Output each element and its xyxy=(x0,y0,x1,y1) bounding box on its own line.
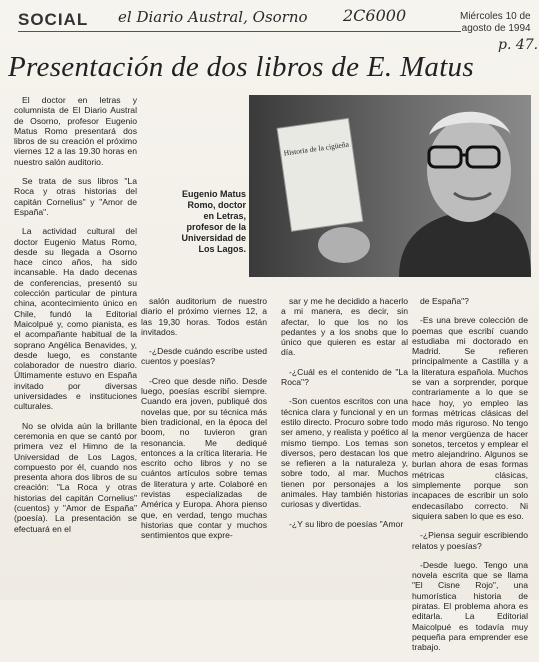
paragraph: -Desde luego. Tengo una novela escrita que se llama "El Cisne Rojo", una humorística historia de piratas. El problema ahora es editarla. La Editorial Maicolpué es todavía muy pequeña para emprender ese trabajo. xyxy=(412,559,528,653)
paragraph: La actividad cultural del doctor Eugenio Matus Romo, desde su llegada a Osorno hace cinco años, ha sido incansable. Ha dado decenas de conferencias, presentó su colección particular de pintura china, acontecimiento único en Chile, fundó la Editorial Maicolpué y, como pianista, es el acompañante habitual de la soprano Angélica Benavides, y, desde luego, es constante colaborador de nuestro diario. Últimamente estuvo en España invitado por diversas universidades e instituciones culturales. xyxy=(14,226,137,412)
handwritten-source-note: el Diario Austral, Osorno xyxy=(118,8,308,26)
handwritten-reference-number: 2C6000 xyxy=(343,6,407,25)
article-column-3 xyxy=(281,296,408,538)
book-cover-title: Historia de la cigüeña xyxy=(283,139,350,158)
article-column-2 xyxy=(141,296,267,550)
publication-date xyxy=(460,11,531,35)
paragraph: de España"? xyxy=(420,296,469,306)
paragraph: sar y me he decidido a hacerlo a mi manera, es decir, sin afectar, lo que los no los pedantes y a los snobs que lo único que quieren es estar al día. xyxy=(281,296,408,358)
date-line-2: agosto de 1994 xyxy=(461,23,531,34)
paragraph: -¿Y su libro de poesías "Amor xyxy=(289,518,404,529)
article-column-4 xyxy=(412,296,528,662)
date-line-1: Miércoles 10 de xyxy=(460,11,531,22)
handwritten-page-number: p. 47. xyxy=(498,37,539,53)
photo-caption: Eugenio Matus Romo, doctor en Letras, profesor de la Universidad de Los Lagos. xyxy=(181,189,246,254)
paragraph: El doctor en letras y columnista de El Diario Austral de Osorno, profesor Eugenio Matus Romo presentará dos libros de su creación el próximo viernes 12 a las 19.30 horas en nuestro salón auditorio. xyxy=(14,95,137,167)
paragraph: -Son cuentos escritos con una técnica clara y funcional y en un estilo directo. Procuro sobre todo ser ameno, y realista y poético al mismo tiempo. Los temas son diversos, pero destacan los que se refieren a la naturaleza y, sobre todo, al mar. Muchos tienen por personajes a los animales. Hay también historias curiosas y divertidas. xyxy=(281,396,408,510)
article-column-1 xyxy=(14,95,137,543)
paragraph: -¿Piensa seguir escribiendo relatos y poesías? xyxy=(412,530,528,551)
paragraph: salón auditorium de nuestro diario el próximo viernes 12, a las 19,30 horas. Todos están invitados. xyxy=(141,296,267,337)
header-rule xyxy=(18,31,461,32)
paragraph: No se olvida aún la brillante ceremonia en que se cantó por primera vez el Himno de la Universidad de Los Lagos, compuesto por él, cuando nos presenta ahora dos libros de su creación: "La Roca y otras historias del capitán Cornelius" (cuentos) y "Amor de España" (poesía). La presentación se efectuará en el xyxy=(14,420,137,534)
paragraph: Se trata de sus libros "La Roca y otras historias del capitán Cornelius" y "Amor de España". xyxy=(14,176,137,217)
author-photo-image xyxy=(249,95,531,277)
section-label: SOCIAL xyxy=(18,10,89,29)
author-photo xyxy=(249,95,531,277)
paragraph: -¿Cuál es el contenido de "La Roca"? xyxy=(281,366,408,388)
paragraph: -Es una breve colección de poemas que escribí cuando estudiaba mi doctorado en Madrid. Se refieren principalmente a Castilla y a la literatura española. Muchos se van a sorprender, porque contrariamente a lo que se hace hoy, yo empleo las formas métricas clásicas del modo más riguroso. No tengo la menor vergüenza de hacer sonetos, tercetos y emplear el metro alejandrino. Algunos se burlan ahora de esas formas métricas clásicas, simplemente porque son incapaces de escribir un solo endecasílabo correcto. Ni siquiera saben lo que es eso. xyxy=(412,315,528,521)
paragraph: -¿Desde cuándo escribe usted cuentos y poesías? xyxy=(141,346,267,367)
article-headline: Presentación de dos libros de E. Matus xyxy=(8,51,474,83)
paragraph: -Creo que desde niño. Desde luego, poesías escribí siempre. Cuando era joven, publiqué dos novelas que, por su técnica más bien tradicional, en la época del boom, no tuvieron gran resonancia. Me dediqué entonces a la crítica literaria. He escrito ocho libros y no se cuántos artículos sobre temas de literatura y arte. Colaboré en revistas especializadas de América y Europa. Ahora pienso que, en verdad, tengo muchas historias que contar y muchos sentimientos que expre- xyxy=(141,375,267,541)
